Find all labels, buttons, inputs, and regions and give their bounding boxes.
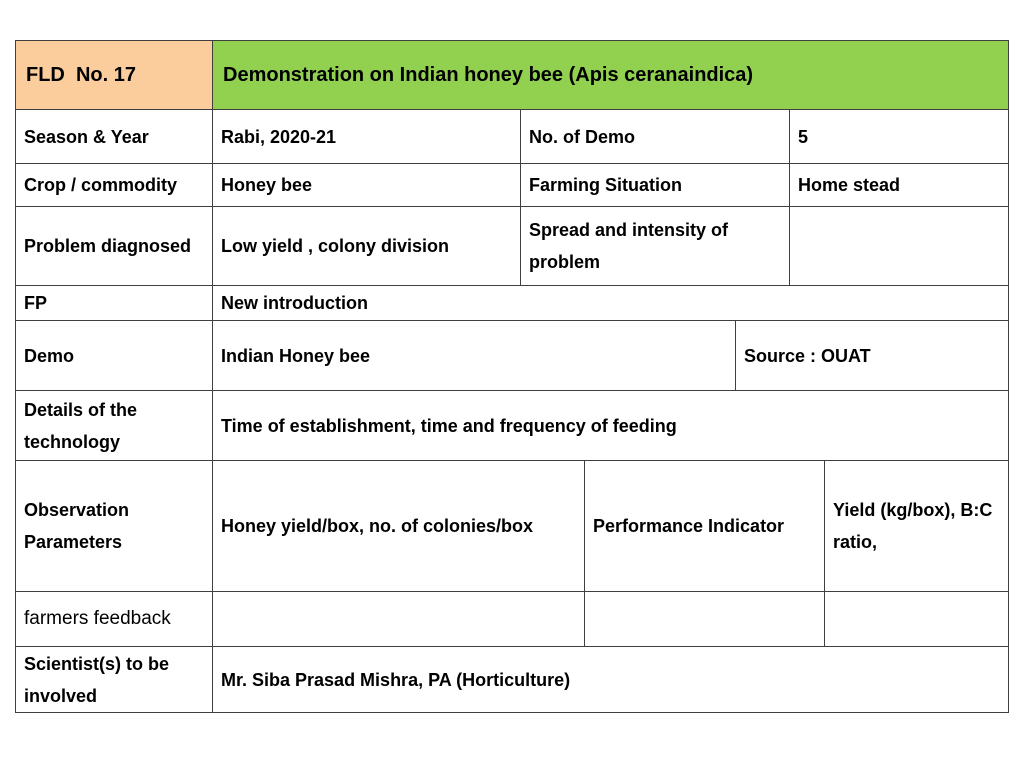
details-label-cell	[15, 390, 213, 461]
spread-label: Spread and intensity of problem	[529, 220, 729, 272]
farming-label-cell	[520, 163, 790, 207]
observation-value: Honey yield/box, no. of colonies/box	[221, 516, 534, 536]
problem-label: Problem diagnosed	[24, 236, 192, 256]
demo-count-label-cell	[520, 109, 790, 164]
farming-value-cell	[789, 163, 1009, 207]
fp-value: New introduction	[221, 293, 368, 313]
fp-value-cell	[212, 285, 1009, 321]
feedback-cell-2	[584, 591, 825, 647]
problem-label-cell	[15, 206, 213, 286]
fp-label: FP	[24, 293, 48, 313]
scientist-label: Scientist(s) to be involved	[24, 653, 170, 706]
title-cell	[212, 40, 1009, 110]
demonstration-title: Demonstration on Indian honey bee (Apis ceranaindica)	[223, 64, 754, 86]
fld-number: FLD No. 17	[26, 64, 137, 86]
performance-label: Performance Indicator	[593, 516, 785, 536]
demo-value: Indian Honey bee	[221, 345, 371, 366]
crop-label: Crop / commodity	[24, 175, 178, 195]
farming-value: Home stead	[798, 175, 901, 195]
demo-count-value: 5	[798, 126, 809, 147]
season-value-cell	[212, 109, 521, 164]
observation-label-cell	[15, 460, 213, 592]
demo-count-label: No. of Demo	[529, 126, 635, 147]
feedback-cell-1	[212, 591, 585, 647]
performance-value: Yield (kg/box), B:C ratio,	[833, 500, 993, 552]
crop-value-cell	[212, 163, 521, 207]
season-label: Season & Year	[24, 126, 149, 147]
spread-label-cell	[520, 206, 790, 286]
feedback-label: farmers feedback	[24, 608, 171, 629]
demo-label: Demo	[24, 345, 75, 366]
details-value-cell	[212, 390, 1009, 461]
problem-value: Low yield , colony division	[221, 236, 450, 256]
demo-label-cell	[15, 320, 213, 391]
problem-value-cell	[212, 206, 521, 286]
feedback-cell-3	[824, 591, 1009, 647]
details-label: Details of the technology	[24, 399, 138, 452]
fp-label-cell	[15, 285, 213, 321]
source-cell	[735, 320, 1009, 391]
performance-label-cell	[584, 460, 825, 592]
observation-value-cell	[212, 460, 585, 592]
crop-label-cell	[15, 163, 213, 207]
demo-count-value-cell	[789, 109, 1009, 164]
details-value: Time of establishment, time and frequency of feeding	[221, 415, 677, 436]
scientist-value-cell	[212, 646, 1009, 713]
scientist-label-cell	[15, 646, 213, 713]
season-label-cell	[15, 109, 213, 164]
season-value: Rabi, 2020-21	[221, 126, 337, 147]
fld-number-cell	[15, 40, 213, 110]
performance-value-cell	[824, 460, 1009, 592]
source-value: Source : OUAT	[744, 345, 871, 366]
demo-value-cell	[212, 320, 736, 391]
spread-value-cell	[789, 206, 1009, 286]
scientist-value: Mr. Siba Prasad Mishra, PA (Horticulture)	[221, 669, 571, 690]
feedback-label-cell	[15, 591, 213, 647]
farming-label: Farming Situation	[529, 175, 682, 195]
observation-label: Observation Parameters	[24, 500, 130, 552]
crop-value: Honey bee	[221, 175, 313, 195]
